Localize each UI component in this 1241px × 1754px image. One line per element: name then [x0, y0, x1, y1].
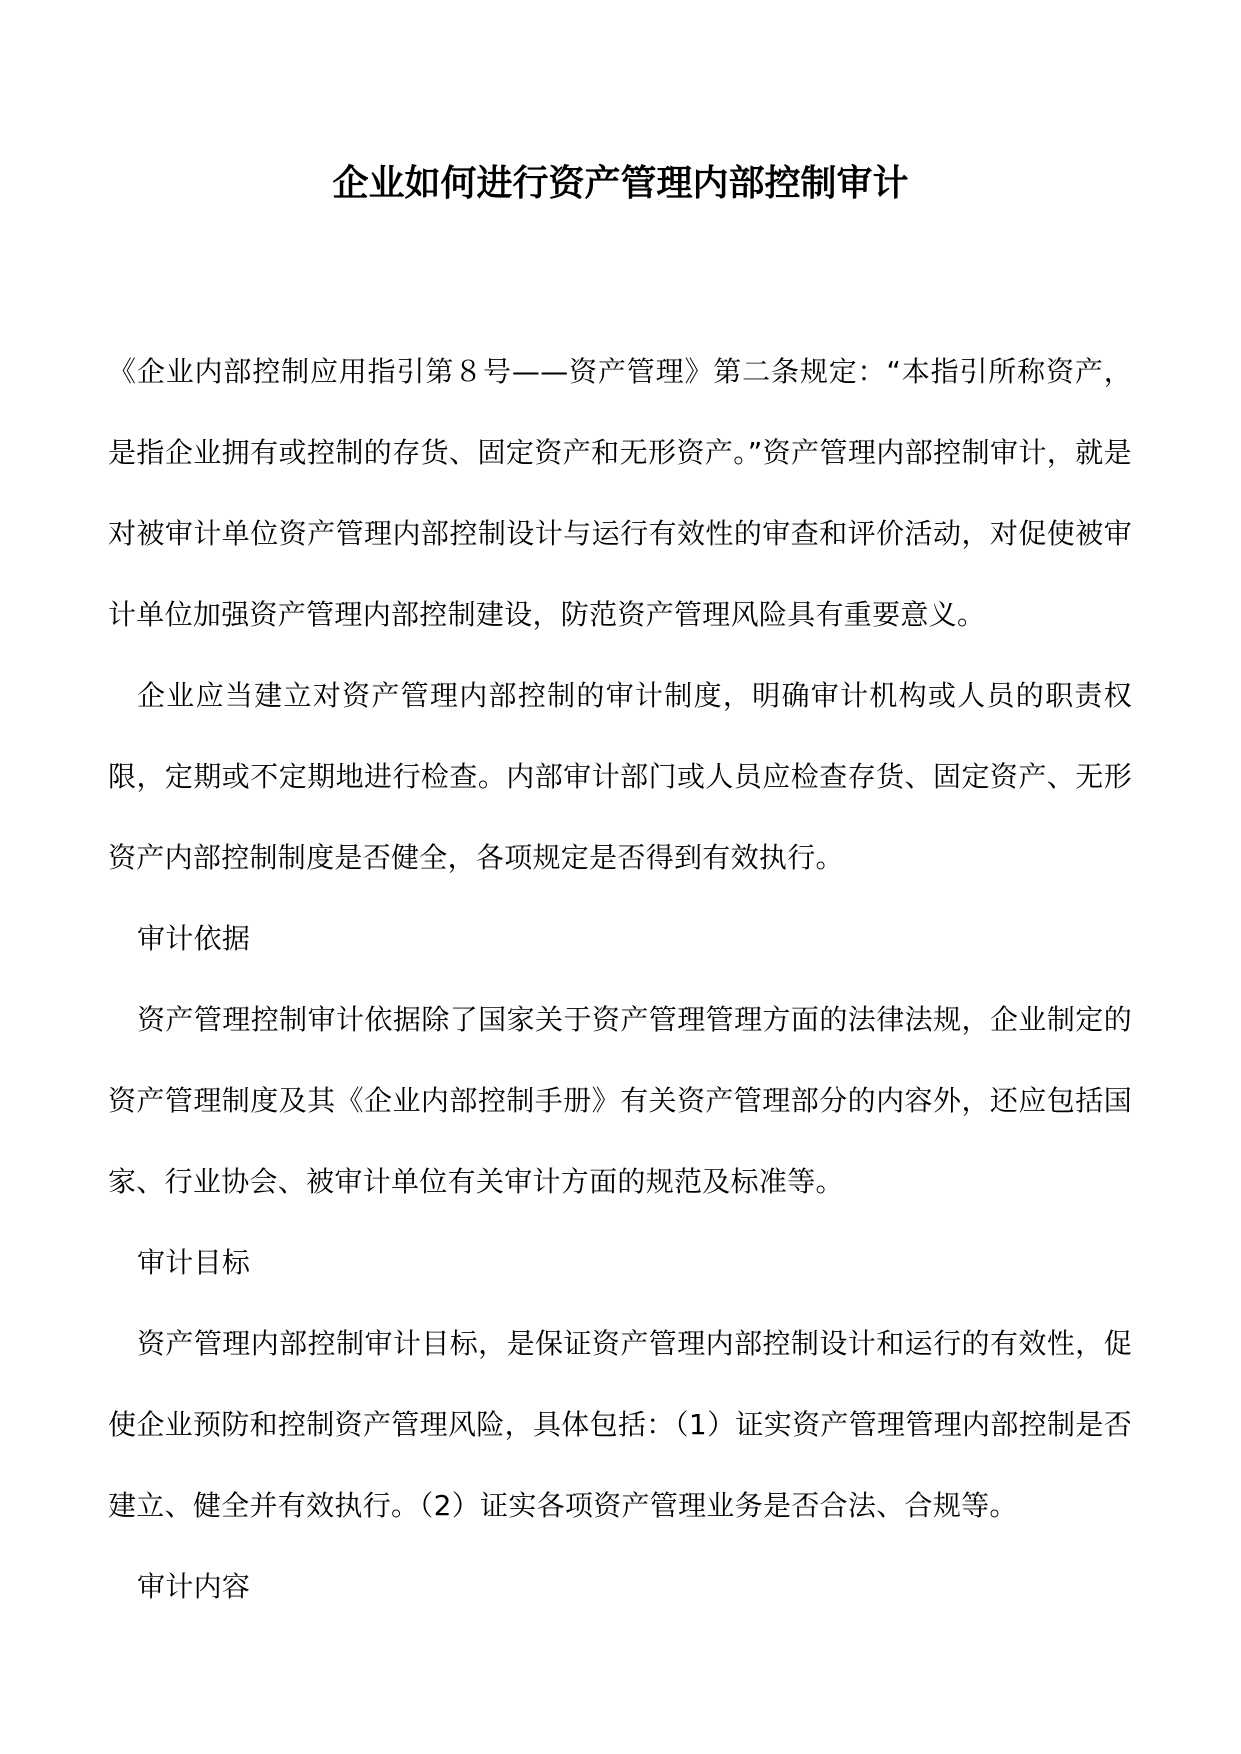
section-heading-audit-objectives: 审计目标	[137, 1246, 251, 1279]
document-body	[108, 331, 1132, 1627]
paragraph-audit-basis: 资产管理控制审计依据除了国家关于资产管理管理方面的法律法规，企业制定的资产管理制度及其《企业内部控制手册》有关资产管理部分的内容外，还应包括国家、行业协会、被审计单位有关审计方面的规范及标准等。	[108, 1003, 1132, 1198]
paragraph-audit-objectives: 资产管理内部控制审计目标，是保证资产管理内部控制设计和运行的有效性，促使企业预防和控制资产管理风险，具体包括：（1）证实资产管理管理内部控制是否建立、健全并有效执行。（2）证实各项资产管理业务是否合法、合规等。	[108, 1327, 1132, 1522]
section-heading-audit-basis: 审计依据	[137, 922, 251, 955]
document-title: 企业如何进行资产管理内部控制审计	[332, 163, 909, 204]
paragraph-audit-system: 企业应当建立对资产管理内部控制的审计制度，明确审计机构或人员的职责权限，定期或不定期地进行检查。内部审计部门或人员应检查存货、固定资产、无形资产内部控制制度是否健全，各项规定是否得到有效执行。	[108, 679, 1132, 874]
paragraph-intro: 《企业内部控制应用指引第８号——资产管理》第二条规定：“本指引所称资产，是指企业拥有或控制的存货、固定资产和无形资产。”资产管理内部控制审计，就是对被审计单位资产管理内部控制设计与运行有效性的审查和评价活动，对促使被审计单位加强资产管理内部控制建设，防范资产管理风险具有重要意义。	[108, 355, 1132, 631]
section-heading-audit-content: 审计内容	[137, 1570, 251, 1603]
